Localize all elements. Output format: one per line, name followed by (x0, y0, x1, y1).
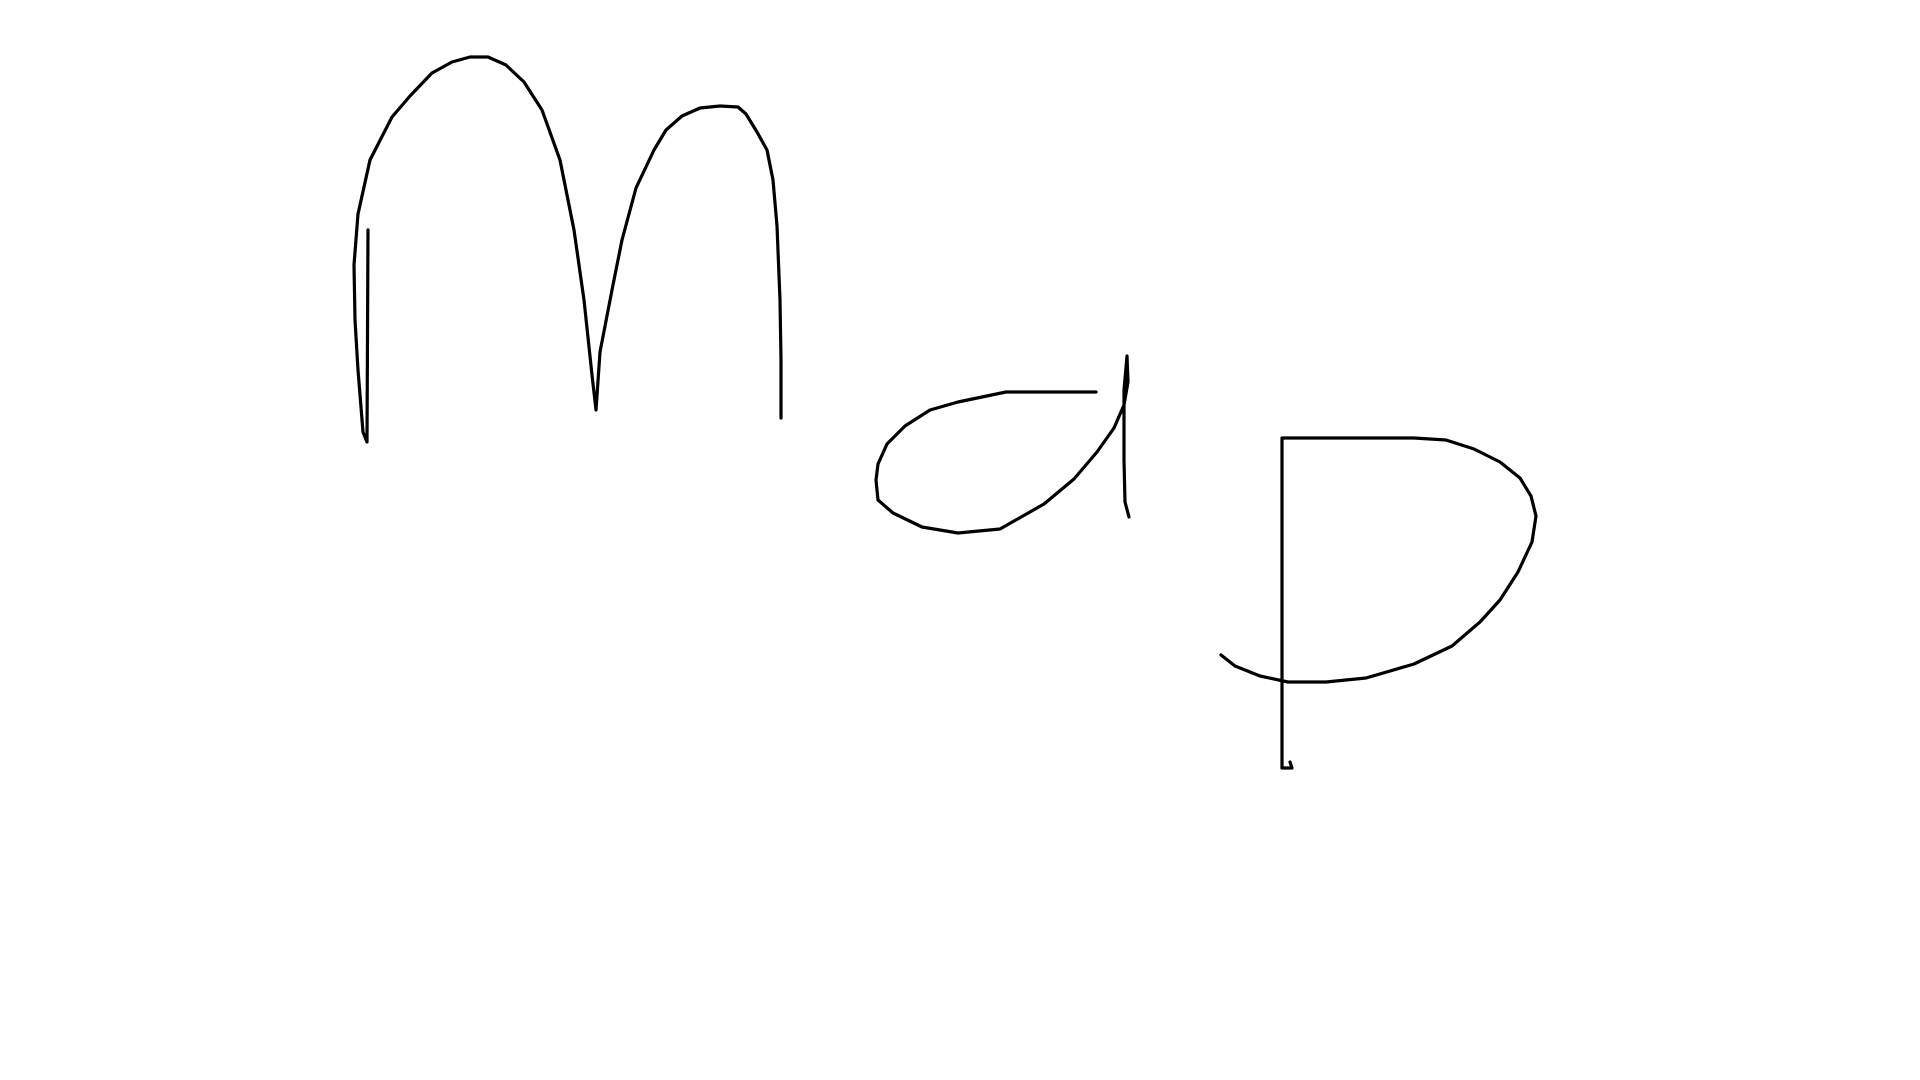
letter-m-stroke-1 (354, 57, 781, 442)
letter-p-stroke-1 (1221, 438, 1536, 768)
letter-a-stroke-1 (876, 356, 1129, 533)
handwritten-map-word (354, 57, 1536, 768)
